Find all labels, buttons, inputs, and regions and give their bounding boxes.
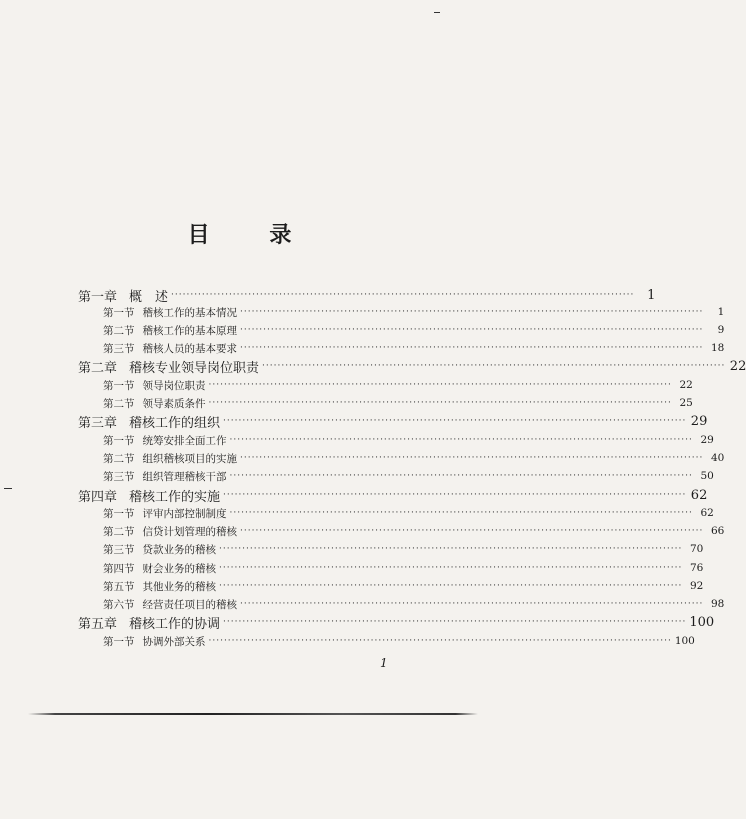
toc-entry-label: [103, 542, 216, 557]
toc-chapter-entry: [78, 413, 708, 431]
toc-section-entry: [103, 340, 725, 356]
toc-entry-text: 稽核人员的基本要求: [142, 342, 237, 355]
toc-section-entry: [103, 468, 714, 484]
toc-section-entry: [103, 633, 695, 649]
toc-entry-text: 协调外部关系: [142, 635, 206, 648]
toc-entry-text: 稽核工作的组织: [129, 415, 221, 431]
toc-leader-dots: ························································································································: [229, 508, 693, 518]
toc-leader-dots: ························································································································: [240, 599, 704, 609]
toc-leader-dots: ························································································································: [223, 617, 687, 627]
toc-entry-label: [78, 286, 168, 305]
toc-entry-text: 统筹安排全面工作: [142, 434, 227, 447]
toc-entry-page: 22: [679, 379, 693, 391]
toc-entry-number: 第五节: [103, 580, 135, 593]
toc-entry-label: [103, 451, 237, 466]
toc-entry-text: 概 述: [129, 289, 169, 305]
toc-section-entry: [103, 523, 725, 539]
toc-entry-page: 62: [690, 487, 708, 503]
toc-entry-page: 9: [717, 324, 725, 336]
toc-leader-dots: ························································································································: [240, 526, 704, 536]
toc-section-entry: [103, 560, 704, 576]
scan-speck: [4, 488, 12, 489]
toc-entry-page: 22: [729, 358, 746, 374]
bottom-rule: [28, 713, 478, 715]
toc-section-entry: [103, 395, 693, 411]
toc-section-entry: [103, 505, 714, 521]
toc-entry-number: 第四章: [78, 489, 118, 505]
toc-entry-page: 40: [710, 452, 725, 464]
toc-entry-text: 组织稽核项目的实施: [142, 452, 237, 465]
toc-entry-label: [103, 634, 206, 649]
toc-leader-dots: ························································································································: [208, 636, 672, 646]
toc-entry-label: [103, 597, 237, 612]
toc-entry-page: 70: [689, 543, 704, 555]
toc-entry-page: 76: [689, 562, 704, 574]
toc-chapter-entry: [78, 287, 656, 305]
toc-entry-label: [103, 323, 237, 338]
toc-leader-dots: ························································································································: [229, 435, 693, 445]
toc-chapter-entry: [78, 614, 715, 632]
toc-entry-text: 稽核工作的协调: [129, 616, 221, 632]
toc-entry-text: 组织管理稽核干部: [142, 470, 227, 483]
toc-leader-dots: ························································································································: [171, 290, 635, 300]
toc-chapter-entry: [78, 487, 708, 505]
toc-entry-label: [78, 486, 220, 505]
toc-entry-text: 信贷计划管理的稽核: [142, 525, 237, 538]
toc-entry-number: 第二节: [103, 525, 135, 538]
toc-entry-text: 领导岗位职责: [142, 379, 206, 392]
toc-entry-label: [78, 613, 220, 632]
toc-entry-number: 第一节: [103, 635, 135, 648]
toc-entry-page: 1: [647, 287, 656, 303]
toc-entry-number: 第六节: [103, 598, 135, 611]
toc-entry-number: 第四节: [103, 562, 135, 575]
toc-entry-text: 稽核专业领导岗位职责: [129, 360, 260, 376]
toc-entry-number: 第一节: [103, 434, 135, 447]
toc-entry-number: 第一节: [103, 379, 135, 392]
toc-leader-dots: ························································································································: [219, 544, 683, 554]
toc-leader-dots: ························································································································: [208, 398, 672, 408]
toc-leader-dots: ························································································································: [219, 563, 683, 573]
toc-entry-page: 66: [710, 525, 725, 537]
toc-section-entry: [103, 578, 704, 594]
toc-leader-dots: ························································································································: [240, 325, 704, 335]
toc-entry-page: 50: [700, 470, 714, 482]
toc-entry-number: 第三节: [103, 470, 135, 483]
toc-entry-label: [103, 524, 237, 539]
toc-entry-label: [103, 341, 237, 356]
toc-entry-label: [78, 357, 259, 376]
toc-entry-label: [103, 305, 237, 320]
toc-entry-page: 18: [710, 342, 725, 354]
toc-entry-number: 第一章: [78, 289, 118, 305]
toc-leader-dots: ························································································································: [240, 307, 704, 317]
toc-leader-dots: ························································································································: [229, 471, 693, 481]
toc-leader-dots: ························································································································: [208, 380, 672, 390]
toc-leader-dots: ························································································································: [223, 490, 687, 500]
toc-leader-dots: ························································································································: [219, 581, 683, 591]
toc-entry-page: 98: [710, 598, 725, 610]
page-number: 1: [380, 656, 388, 670]
toc-entry-label: [103, 433, 227, 448]
toc-section-entry: [103, 322, 725, 338]
toc-entry-label: [103, 561, 216, 576]
toc-entry-number: 第三节: [103, 543, 135, 556]
toc-leader-dots: ························································································································: [262, 361, 726, 371]
toc-entry-number: 第二章: [78, 360, 118, 376]
toc-entry-number: 第二节: [103, 324, 135, 337]
toc-section-entry: [103, 304, 725, 320]
toc-entry-text: 财会业务的稽核: [142, 562, 216, 575]
toc-section-entry: [103, 377, 693, 393]
toc-entry-number: 第二节: [103, 452, 135, 465]
toc-entry-text: 其他业务的稽核: [142, 580, 216, 593]
toc-entry-label: [103, 378, 206, 393]
toc-entry-page: 1: [717, 306, 725, 318]
toc-chapter-entry: [78, 358, 746, 376]
toc-entry-number: 第一节: [103, 306, 135, 319]
toc-leader-dots: ························································································································: [240, 343, 704, 353]
toc-entry-text: 贷款业务的稽核: [142, 543, 216, 556]
toc-entry-page: 62: [700, 507, 714, 519]
toc-entry-page: 92: [689, 580, 704, 592]
toc-entry-page: 29: [690, 413, 708, 429]
toc-entry-text: 评审内部控制制度: [142, 507, 227, 520]
toc-entry-number: 第二节: [103, 397, 135, 410]
toc-entry-text: 稽核工作的基本原理: [142, 324, 237, 337]
toc-entry-label: [103, 506, 227, 521]
toc-leader-dots: ························································································································: [223, 416, 687, 426]
toc-leader-dots: ························································································································: [240, 453, 704, 463]
toc-entry-number: 第三节: [103, 342, 135, 355]
toc-entry-page: 100: [689, 614, 715, 630]
toc-section-entry: [103, 541, 704, 557]
toc-section-entry: [103, 450, 725, 466]
toc-entry-text: 经营责任项目的稽核: [142, 598, 237, 611]
toc-entry-number: 第五章: [78, 616, 118, 632]
toc-entry-text: 稽核工作的基本情况: [142, 306, 237, 319]
toc-entry-label: [103, 396, 206, 411]
toc-entry-page: 100: [674, 635, 695, 647]
toc-entry-label: [78, 412, 220, 431]
scan-speck: [434, 12, 440, 13]
toc-entry-label: [103, 469, 227, 484]
toc-entry-label: [103, 579, 216, 594]
toc-entry-text: 稽核工作的实施: [129, 489, 221, 505]
toc-entry-page: 29: [700, 434, 714, 446]
toc-entry-text: 领导素质条件: [142, 397, 206, 410]
toc-section-entry: [103, 432, 714, 448]
page-title: 目 录: [187, 223, 318, 248]
toc-entry-number: 第三章: [78, 415, 118, 431]
toc-entry-page: 25: [679, 397, 693, 409]
toc-section-entry: [103, 596, 725, 612]
toc-entry-number: 第一节: [103, 507, 135, 520]
